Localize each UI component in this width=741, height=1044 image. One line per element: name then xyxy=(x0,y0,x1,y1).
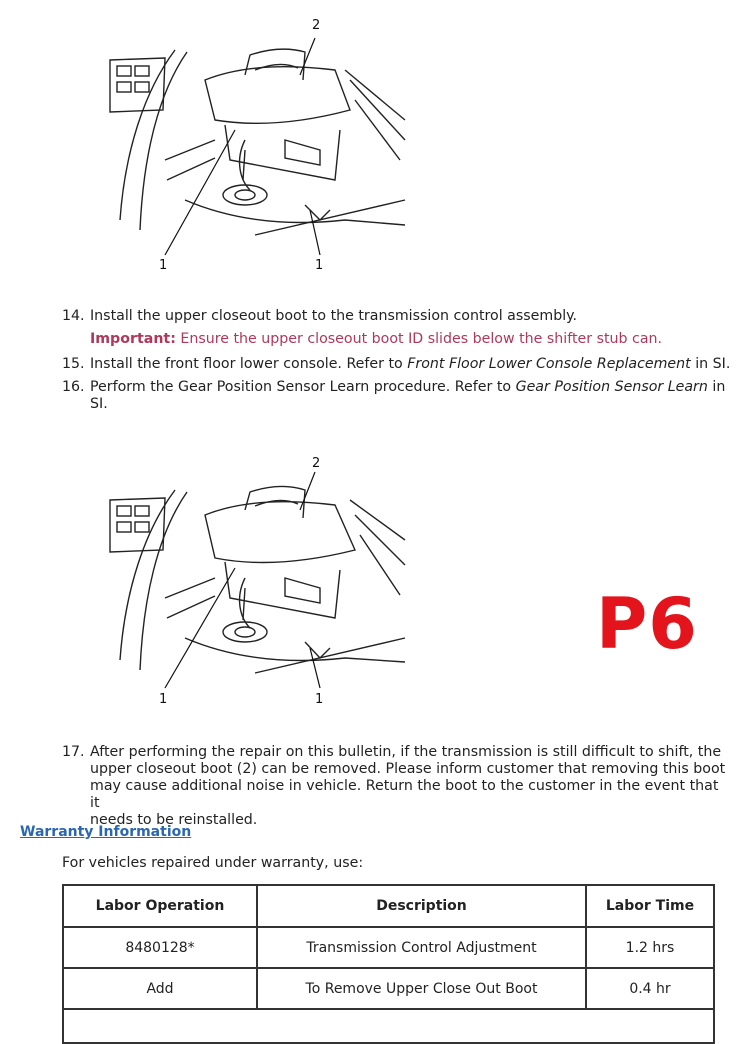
shifter-illustration-bottom xyxy=(105,456,415,707)
column-header: Labor Operation xyxy=(63,885,257,927)
callout-1-left: 1 xyxy=(159,692,168,707)
callout-2: 2 xyxy=(312,456,321,471)
important-note xyxy=(90,331,662,347)
important-label: Important: xyxy=(90,331,176,347)
step-16 xyxy=(62,379,732,415)
table-row xyxy=(63,968,714,1009)
callout-2: 2 xyxy=(312,18,321,33)
text-line: needs to be reinstalled. xyxy=(90,812,258,828)
step-number: 15. xyxy=(62,356,85,372)
step-text xyxy=(90,744,732,829)
step-text xyxy=(90,356,730,373)
table-cell: 8480128* xyxy=(63,927,257,968)
callout-1-right: 1 xyxy=(315,258,324,273)
shifter-illustration-top xyxy=(105,18,415,273)
table-cell: To Remove Upper Close Out Boot xyxy=(257,968,586,1009)
table-cell: Transmission Control Adjustment xyxy=(257,927,586,968)
text-line2: SI. xyxy=(90,396,108,412)
step-number: 16. xyxy=(62,379,85,395)
table-cell: 1.2 hrs xyxy=(586,927,714,968)
table-cell: Add xyxy=(63,968,257,1009)
table-header-row xyxy=(63,885,714,927)
text-before: Perform the Gear Position Sensor Learn procedure. Refer to xyxy=(90,379,516,395)
shifter-drawing xyxy=(105,30,415,260)
step-text: Install the upper closeout boot to the transmission control assembly. xyxy=(90,308,578,324)
table-row-empty xyxy=(63,1009,714,1043)
text-line: After performing the repair on this bulletin, if the transmission is still difficult to shift, the xyxy=(90,744,722,760)
si-reference: Gear Position Sensor Learn xyxy=(515,379,708,395)
callout-1-left: 1 xyxy=(159,258,168,273)
text-after: in SI. xyxy=(690,356,731,372)
step-number: 14. xyxy=(62,308,85,324)
text-after: in xyxy=(707,379,726,395)
table-row xyxy=(63,927,714,968)
table-cell-empty xyxy=(63,1009,714,1043)
column-header: Labor Time xyxy=(586,885,714,927)
shifter-drawing xyxy=(105,470,415,695)
callout-1-right: 1 xyxy=(315,692,324,707)
text-line: may cause additional noise in vehicle. Return the boot to the customer in the event that it xyxy=(90,778,719,811)
important-text: Ensure the upper closeout boot ID slides below the shifter stub can. xyxy=(180,331,663,347)
step-17 xyxy=(62,744,732,828)
step-15 xyxy=(62,356,732,374)
labor-table xyxy=(62,884,715,1044)
step-number: 17. xyxy=(62,744,85,760)
step-14 xyxy=(62,308,722,326)
si-reference: Front Floor Lower Console Replacement xyxy=(407,356,691,372)
warranty-intro: For vehicles repaired under warranty, use: xyxy=(62,855,364,871)
text-before: Install the front floor lower console. Refer to xyxy=(90,356,408,372)
step-text xyxy=(90,379,725,413)
table-cell: 0.4 hr xyxy=(586,968,714,1009)
column-header: Description xyxy=(257,885,586,927)
page-stamp: P6 xyxy=(596,583,699,665)
warranty-heading-link[interactable]: Warranty Information xyxy=(20,824,192,840)
text-line: upper closeout boot (2) can be removed. Please inform customer that removing this boot xyxy=(90,761,726,777)
